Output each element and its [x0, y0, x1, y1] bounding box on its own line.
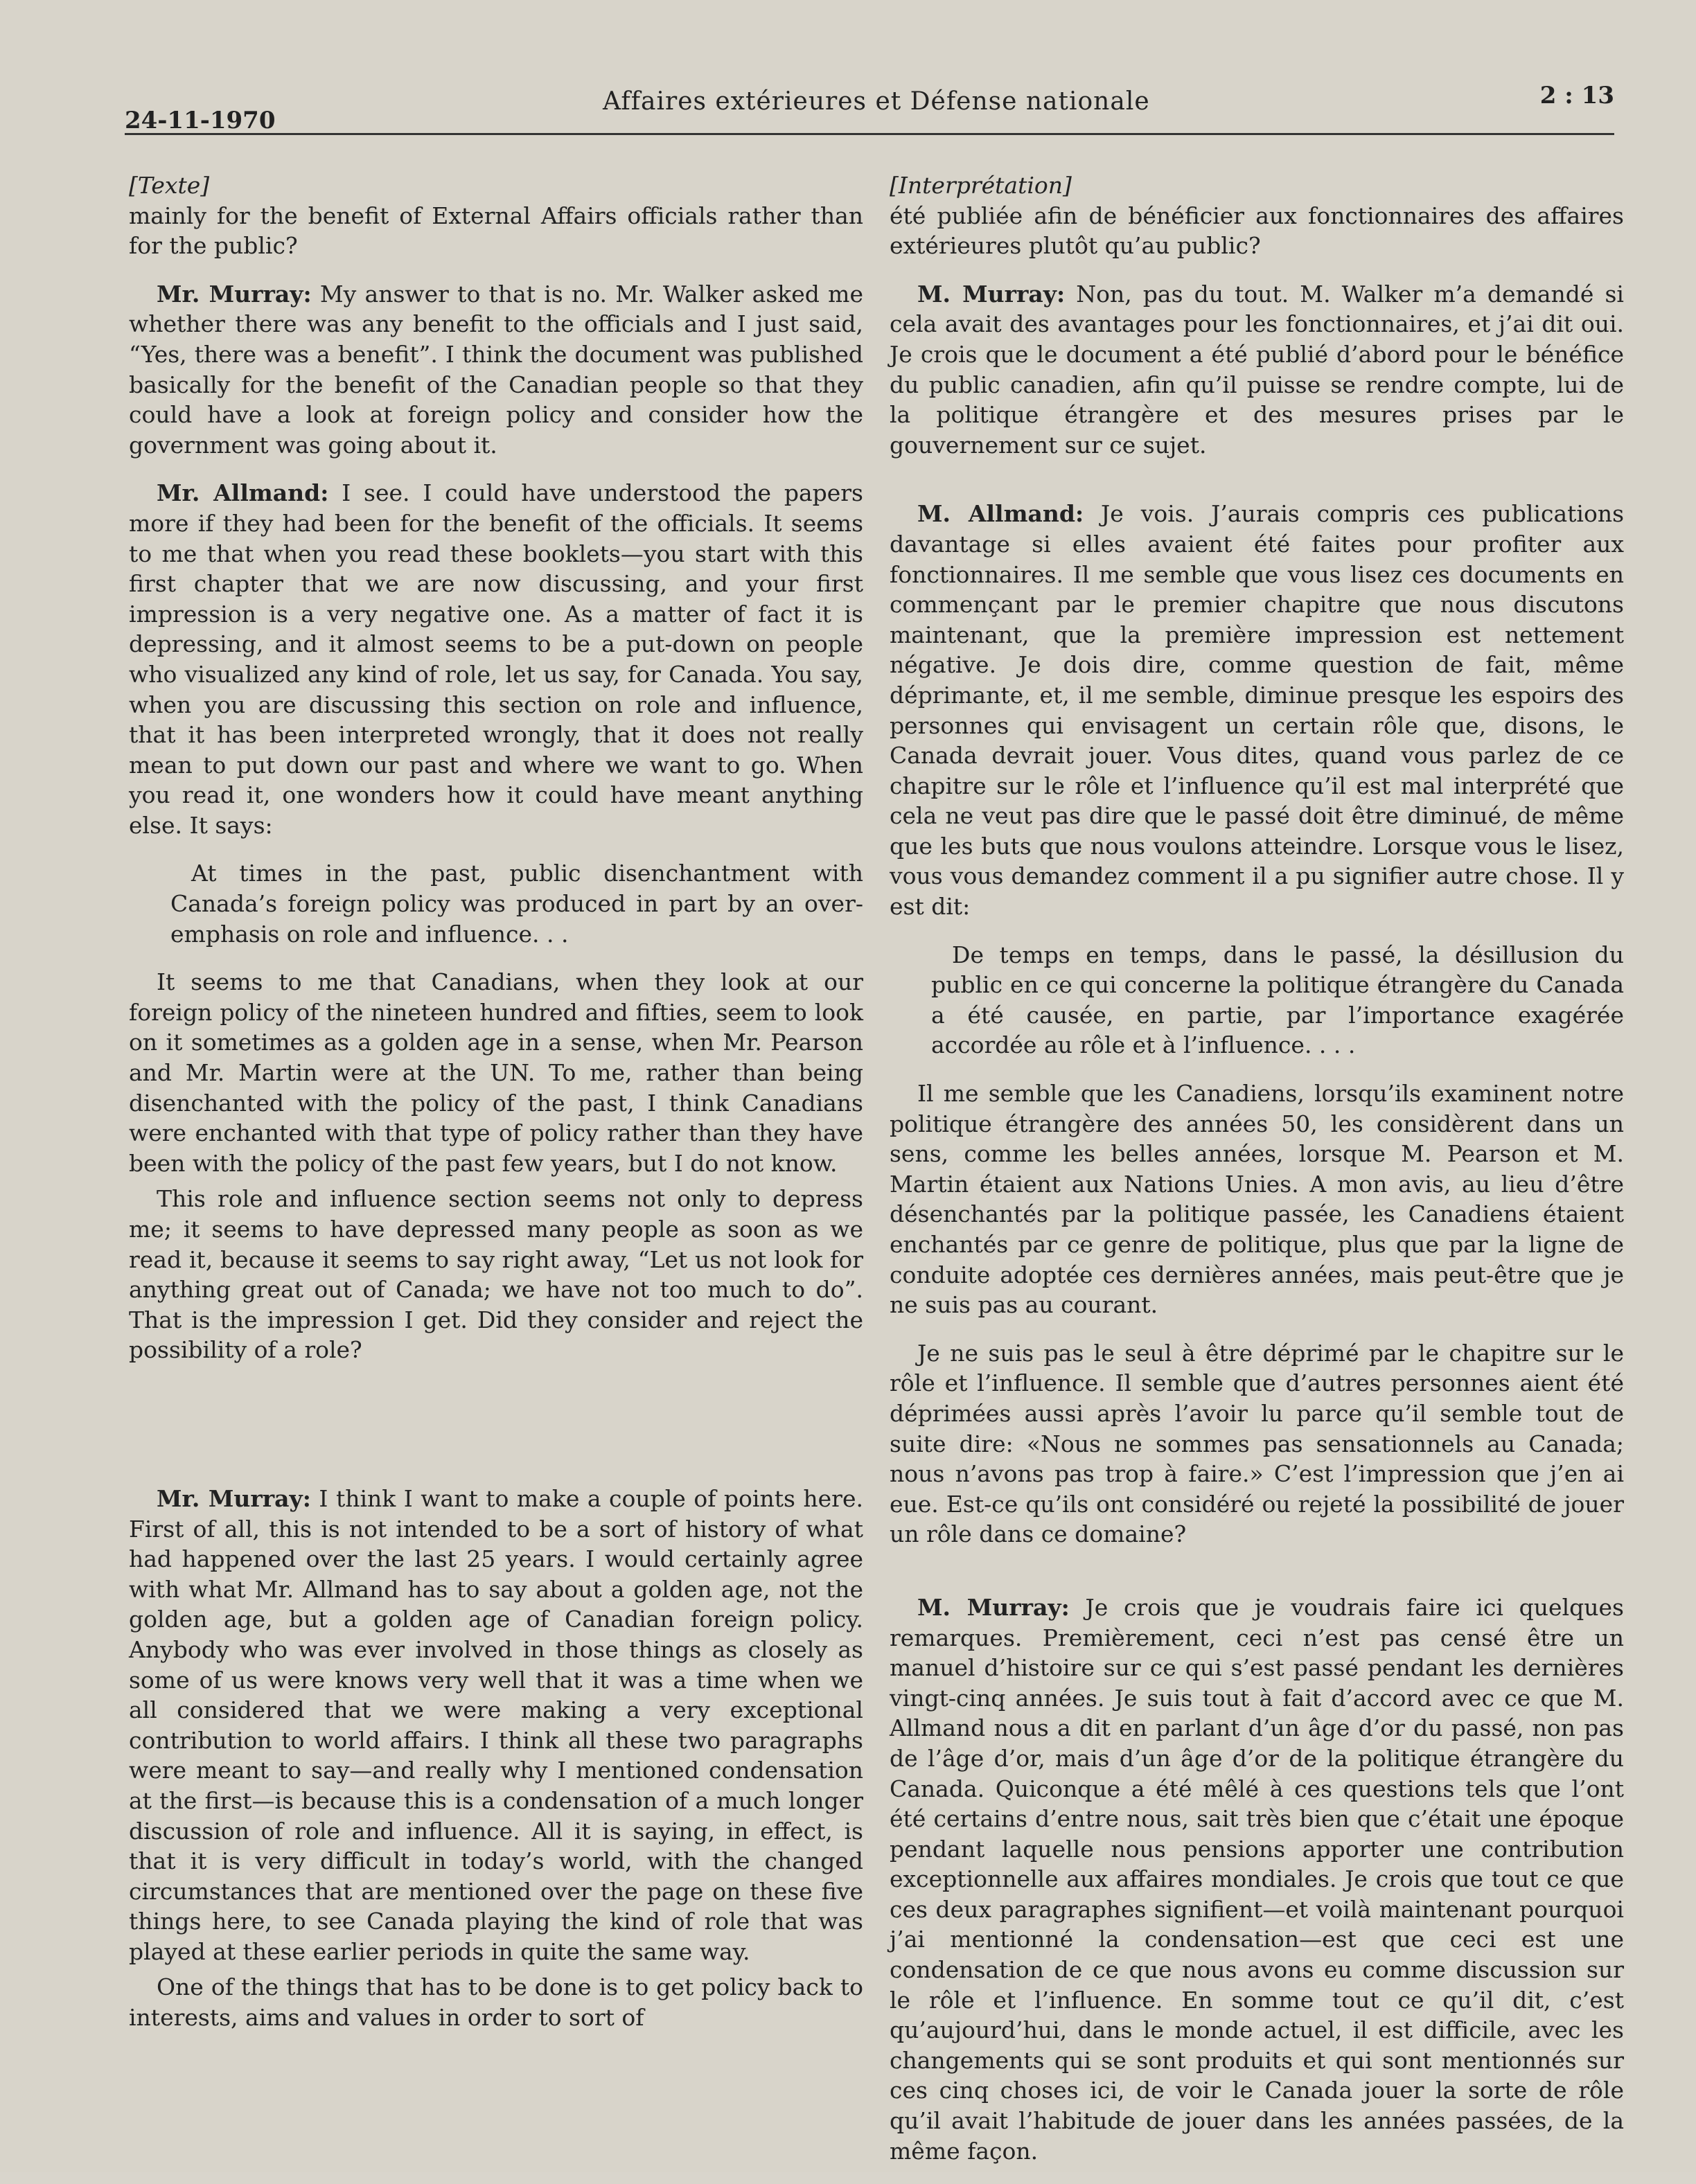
header-date: 24-11-1970	[125, 107, 276, 134]
paragraph	[129, 279, 863, 461]
speaker-name: M. Murray:	[917, 280, 1066, 308]
speaker-name: Mr. Murray:	[157, 1484, 311, 1512]
paragraph	[890, 1592, 1624, 2166]
language-label: [Interprétation]	[890, 172, 1072, 199]
paragraph-text: Je crois que je voudrais faire ici quelques remarques. Premièrement, ceci n’est pas censé être un manuel d’histoire sur ce qui s’est passé pendant les dernières vingt-cinq années. Je suis tout à fait d’accord avec ce que M. Allmand nous a dit en parlant d’un âge d’or du passé, non pas de l’âge d’or, mais d’un âge d’or de la politique étrangère du Canada. Quiconque a été mêlé à ces questions tels que l’ont été certains d’entre nous, sait très bien que c’était une époque pendant laquelle nous pensions apporter une contribution exceptionnelle aux affaires mondiales. Je crois que tout ce que ces deux paragraphes signifient—et voilà maintenant pourquoi j’ai mentionné la condensation—est que ceci est une condensation de ce que nous avons eu comme discussion sur le rôle et l’influence. En somme tout ce qu’il dit, c’est qu’aujourd’hui, dans le monde actuel, il est difficile, avec les changements qui se sont produits et qui sont mentionnés sur ces cinq choses ici, de voir le Canada jouer la sorte de rôle qu’il avait l’habitude de jouer dans les années passées, de la même façon.	[890, 1593, 1624, 2165]
paragraph	[129, 1484, 863, 1967]
paragraph-text: Je vois. J’aurais compris ces publications davantage si elles avaient été faites pour profiter aux fonctionnaires. Il me semble que vous lisez ces documents en commençant par le premier chapitre que nous discutons maintenant, que la première impression est nettement négative. Je dois dire, comme question de fait, même déprimante, et, il me semble, diminue presque les espoirs des personnes qui envisagent un certain rôle que, disons, le Canada devrait jouer. Vous dites, quand vous parlez de ce chapitre sur le rôle et l’influence qu’il est mal interprété que cela ne veut pas dire que le passé doit être diminué, de même que les buts que nous voulons atteindre. Lorsque vous le lisez, vous vous demandez comment il a pu signifier autre chose. Il y est dit:	[890, 500, 1625, 921]
paragraph	[129, 478, 863, 840]
paragraph	[890, 499, 1624, 921]
paragraph-text: Non, pas du tout. M. Walker m’a demandé si cela avait des avantages pour les fonctionnaires, et j’ai dit oui. Je crois que le document a été publié d’abord pour le bénéfice du public canadien, afin qu’il puisse se rendre compte, lui de la politique étrangère et des mesures prises par le gouvernement sur ce sujet.	[890, 280, 1624, 459]
french-column	[890, 170, 1624, 2184]
paragraph: été publiée afin de bénéficier aux fonctionnaires des affaires extérieures plutôt qu’au public?	[890, 202, 1624, 260]
paragraph: mainly for the benefit of External Affairs officials rather than for the public?	[129, 202, 863, 260]
paragraph: One of the things that has to be done is to get policy back to interests, aims and values in order to sort of	[129, 1973, 863, 2032]
speaker-name: Mr. Allmand:	[157, 479, 329, 507]
block-quote: At times in the past, public disenchantment with Canada’s foreign policy was produced in part by an over-emphasis on role and influence. . .	[170, 860, 863, 948]
paragraph: Je ne suis pas le seul à être déprimé par le chapitre sur le rôle et l’influence. Il semble que d’autres personnes aient été déprimées aussi après l’avoir lu parce qu’il semble tout de suite dire: «Nous ne sommes pas sensationnels au Canada; nous n’avons pas trop à faire.» C’est l’impression que j’en ai eue. Est-ce qu’ils ont considéré ou rejeté la possibilité de jouer un rôle dans ce domaine?	[890, 1339, 1624, 1548]
paragraph-text: I think I want to make a couple of points here. First of all, this is not intended to be a sort of history of what had happened over the last 25 years. I would certainly agree with what Mr. Allmand has to say about a golden age, not the golden age, but a golden age of Canadian foreign policy. Anybody who was ever involved in those things as closely as some of us were knows very well that it was a time when we all considered that we were making a very exceptional contribution to world affairs. I think all these two paragraphs were meant to say—and really why I mentioned condensation at the first—is because this is a condensation of a much longer discussion of role and influence. All it is saying, in effect, is that it is very difficult in today’s world, with the changed circumstances that are mentioned over the page on these five things here, to see Canada playing the kind of role that was played at these earlier periods in quite the same way.	[129, 1484, 863, 1965]
page-header	[125, 82, 1614, 135]
paragraph-text: I see. I could have understood the papers more if they had been for the benefit of the officials. It seems to me that when you read these booklets—you start with this first chapter that we are now discussing, and your first impression is a very negative one. As a matter of fact it is depressing, and it almost seems to be a put-down on people who visualized any kind of role, let us say, for Canada. You say, when you are discussing this section on role and influence, that it has been interpreted wrongly, that it does not really mean to put down our past and where we want to go. When you read it, one wonders how it could have meant anything else. It says:	[129, 479, 863, 839]
speaker-name: M. Allmand:	[917, 500, 1084, 528]
language-label: [Texte]	[129, 172, 210, 199]
english-column	[129, 170, 863, 2051]
paragraph-text: My answer to that is no. Mr. Walker asked me whether there was any benefit to the officials and I just said, “Yes, there was a benefit”. I think the document was published basically for the benefit of the Canadian people so that they could have a look at foreign policy and consider how the government was going about it.	[129, 280, 863, 459]
speaker-name: M. Murray:	[917, 1593, 1070, 1621]
header-page-number: 2 : 13	[1539, 82, 1614, 109]
header-title: Affaires extérieures et Défense nationale	[603, 87, 1150, 116]
speaker-name: Mr. Murray:	[157, 280, 312, 308]
paragraph	[890, 279, 1624, 461]
paragraph: It seems to me that Canadians, when they look at our foreign policy of the nineteen hundred and fifties, seem to look on it sometimes as a golden age in a sense, when Mr. Pearson and Mr. Martin were at the UN. To me, rather than being disenchanted with the policy of the past, I think Canadians were enchanted with that type of policy rather than they have been with the policy of the past few years, but I do not know.	[129, 968, 863, 1177]
paragraph: This role and influence section seems not only to depress me; it seems to have depressed many people as soon as we read it, because it seems to say right away, “Let us not look for anything great out of Canada; we have not too much to do”. That is the impression I get. Did they consider and reject the possibility of a role?	[129, 1185, 863, 1364]
block-quote: De temps en temps, dans le passé, la désillusion du public en ce qui concerne la politique étrangère du Canada a été causée, en partie, par l’importance exagérée accordée au rôle et à l’influence. . . .	[931, 941, 1624, 1059]
paragraph: Il me semble que les Canadiens, lorsqu’ils examinent notre politique étrangère des années 50, les considèrent dans un sens, comme les belles années, lorsque M. Pearson et M. Martin étaient aux Nations Unies. A mon avis, au lieu d’être désenchantés par la politique passée, les Canadiens étaient enchantés par ce genre de politique, plus que par la ligne de conduite adoptée ces dernières années, mais peut-être que je ne suis pas au courant.	[890, 1080, 1624, 1319]
